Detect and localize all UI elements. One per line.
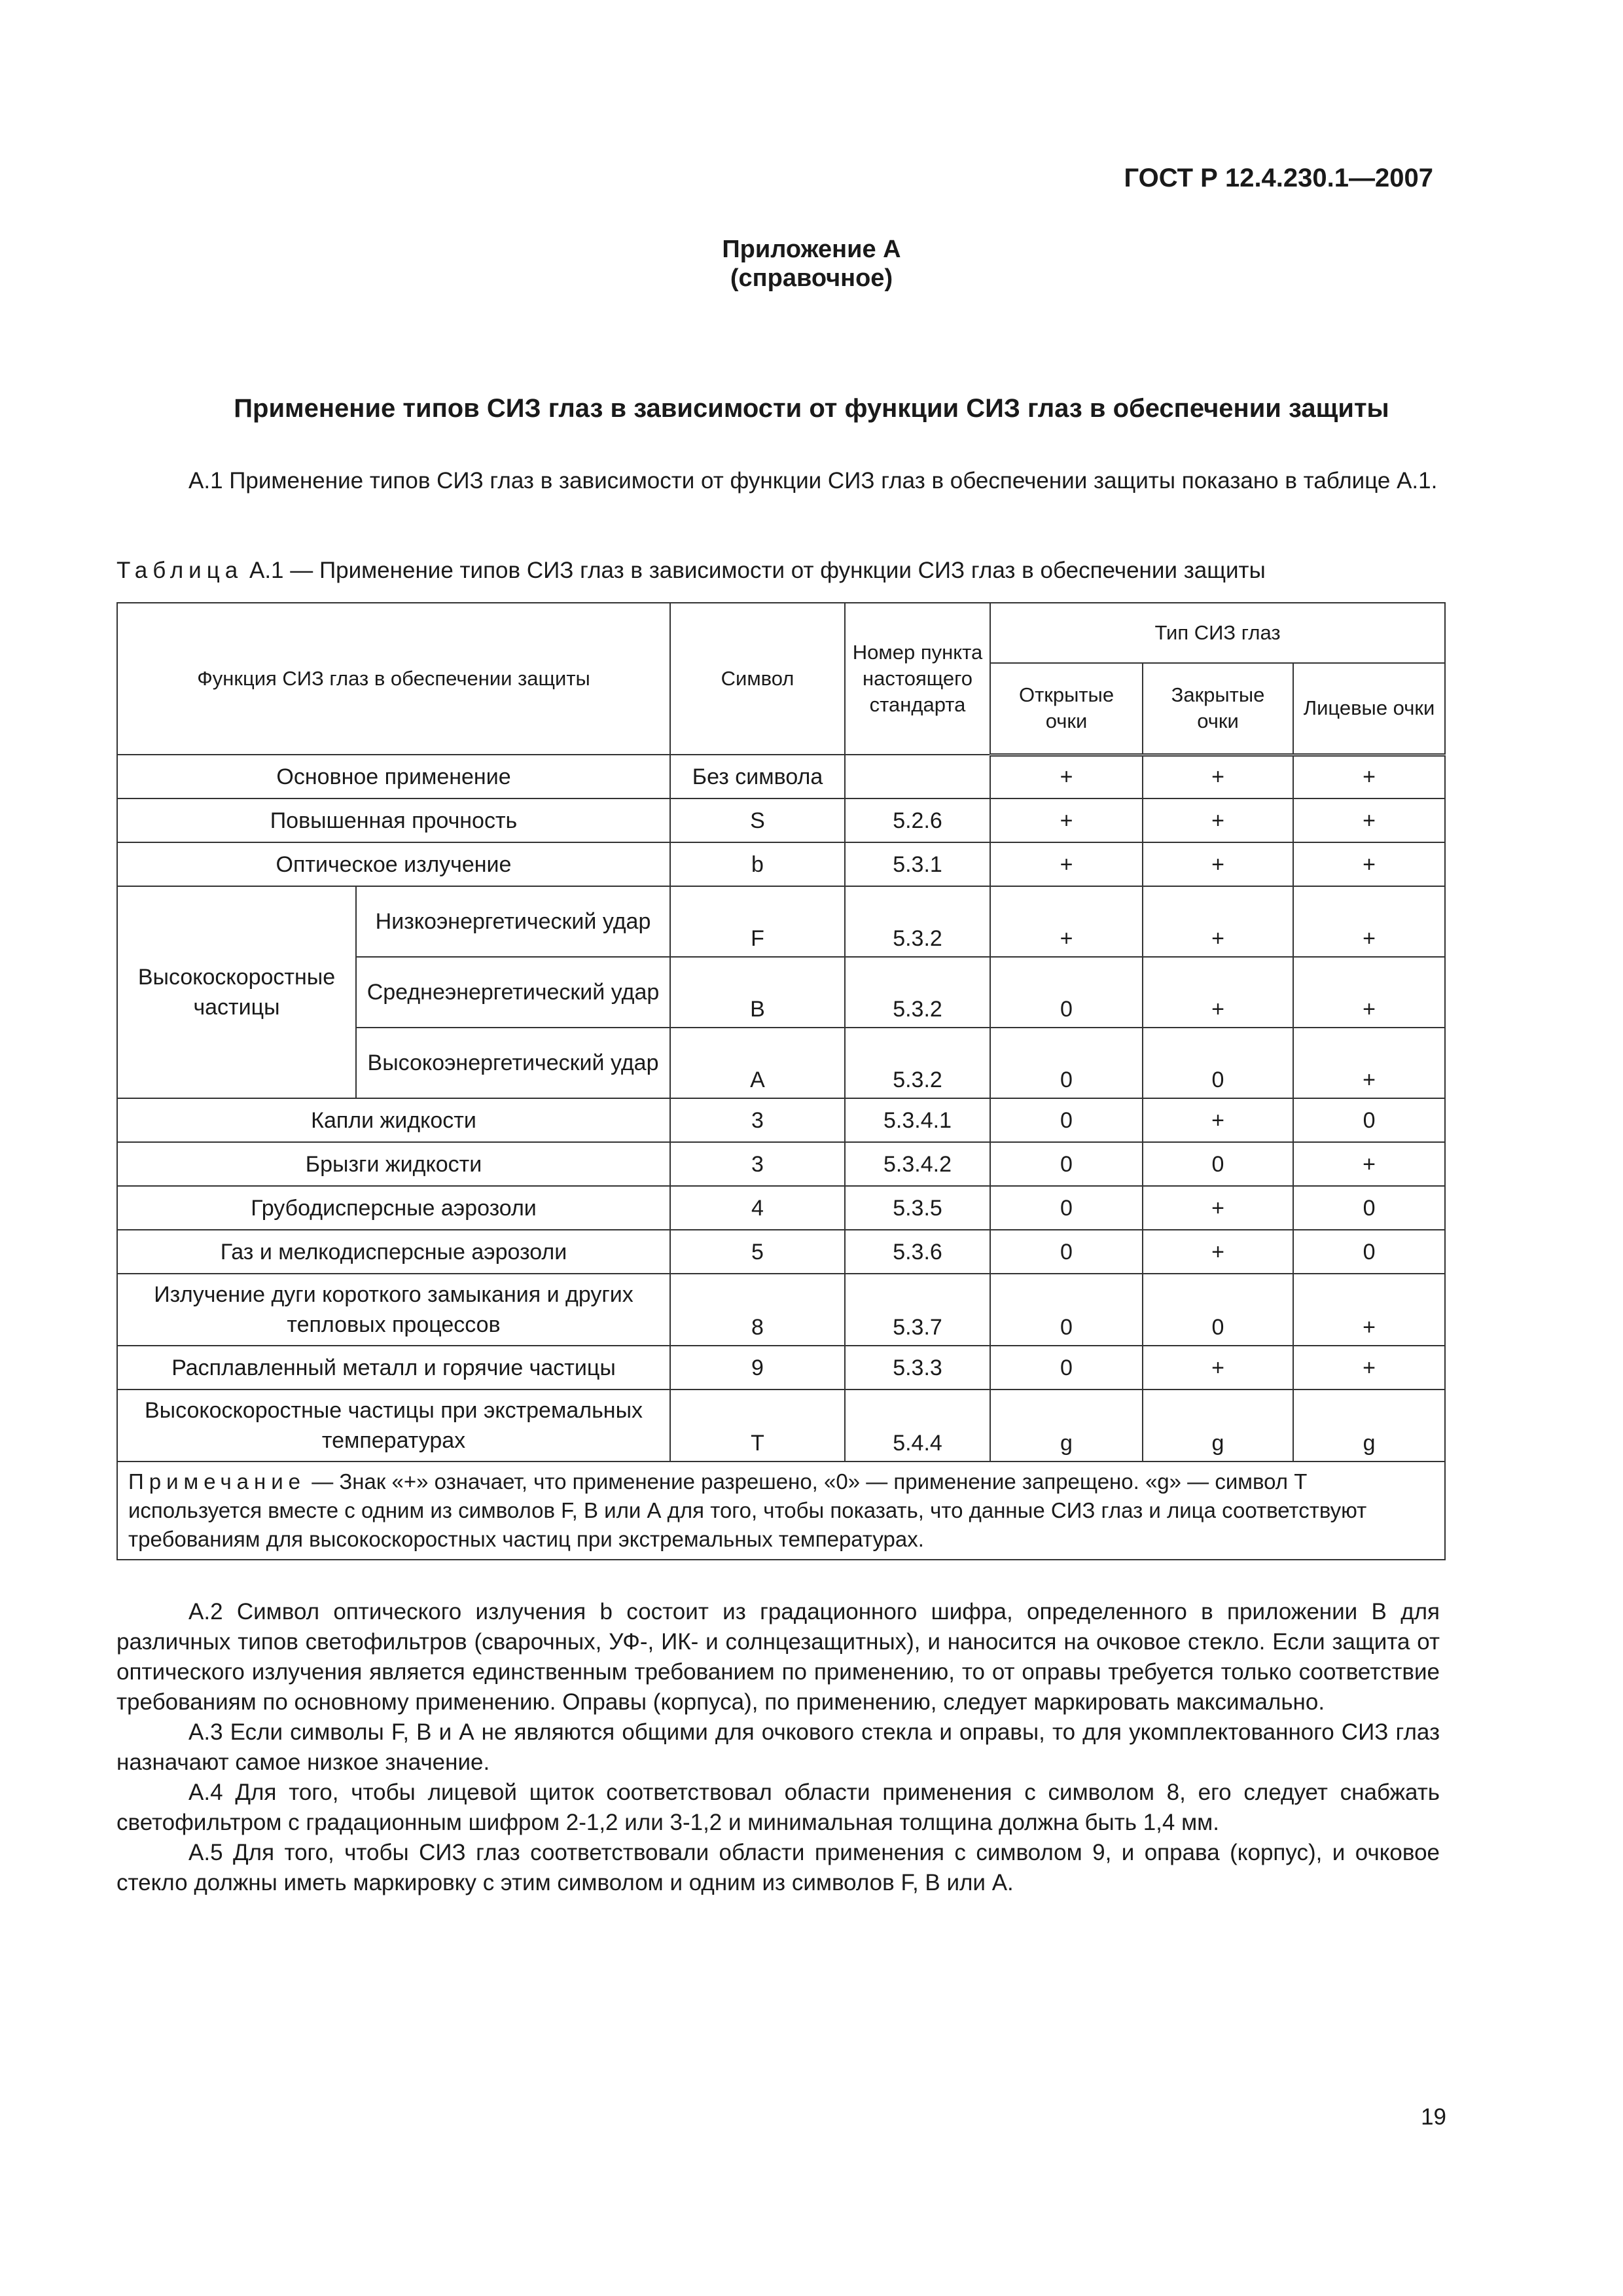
cell-function: Низкоэнергетический удар — [356, 886, 670, 957]
cell-clause — [845, 755, 990, 798]
cell-closed: + — [1143, 886, 1293, 957]
cell-clause: 5.3.5 — [845, 1186, 990, 1230]
cell-open: 0 — [990, 1186, 1143, 1230]
cell-symbol: b — [670, 842, 845, 886]
cell-symbol: B — [670, 957, 845, 1028]
cell-open: + — [990, 886, 1143, 957]
paragraph-a5: А.5 Для того, чтобы СИЗ глаз соответствовали области применения с символом 9, и оправа (корпус), и очковое стекло должны иметь маркировку с этим символом и одним из символов F, В или А. — [116, 1840, 1440, 1895]
cell-open: g — [990, 1390, 1143, 1462]
cell-closed: + — [1143, 1098, 1293, 1142]
cell-group-label: Высокоскоростные частицы — [117, 886, 356, 1098]
document-code: ГОСТ Р 12.4.230.1—2007 — [1124, 164, 1433, 192]
table-note-row — [117, 1462, 1445, 1560]
cell-function: Оптическое излучение — [117, 842, 670, 886]
table-row — [117, 1274, 1445, 1346]
table-row — [117, 1098, 1445, 1142]
cell-clause: 5.3.6 — [845, 1230, 990, 1274]
cell-closed: + — [1143, 755, 1293, 798]
cell-clause: 5.2.6 — [845, 798, 990, 842]
cell-function: Основное применение — [117, 755, 670, 798]
cell-open: + — [990, 755, 1143, 798]
cell-face: + — [1293, 1028, 1445, 1098]
cell-closed: + — [1143, 842, 1293, 886]
header-symbol: Символ — [670, 603, 845, 755]
table-row — [117, 1230, 1445, 1274]
header-type-group: Тип СИЗ глаз — [990, 603, 1445, 663]
cell-function: Грубодисперсные аэрозоли — [117, 1186, 670, 1230]
cell-clause: 5.3.4.1 — [845, 1098, 990, 1142]
cell-symbol: 3 — [670, 1142, 845, 1186]
cell-closed: + — [1143, 957, 1293, 1028]
paragraph-a4: А.4 Для того, чтобы лицевой щиток соответствовал области применения с символом 8, его следует снабжать светофильтром с градационным шифром 2-1,2 или 3-1,2 и минимальная толщина должна быть 1,4 мм. — [116, 1780, 1440, 1835]
cell-face: + — [1293, 886, 1445, 957]
cell-face: + — [1293, 755, 1445, 798]
header-clause: Номер пункта настоящего стандарта — [845, 603, 990, 755]
cell-symbol: 9 — [670, 1346, 845, 1390]
cell-open: 0 — [990, 1028, 1143, 1098]
cell-function: Повышенная прочность — [117, 798, 670, 842]
table-row — [117, 842, 1445, 886]
table-row — [117, 886, 1445, 957]
section-heading: Применение типов СИЗ глаз в зависимости от функции СИЗ глаз в обеспечении защиты — [234, 394, 1389, 423]
cell-face: g — [1293, 1390, 1445, 1462]
cell-open: 0 — [990, 1346, 1143, 1390]
cell-closed: + — [1143, 1346, 1293, 1390]
cell-closed: + — [1143, 1230, 1293, 1274]
cell-clause: 5.3.2 — [845, 1028, 990, 1098]
cell-symbol: 5 — [670, 1230, 845, 1274]
cell-open: 0 — [990, 1142, 1143, 1186]
cell-open: + — [990, 842, 1143, 886]
cell-clause: 5.3.7 — [845, 1274, 990, 1346]
paragraph-a3: А.3 Если символы F, В и А не являются общими для очкового стекла и оправы, то для укомплектованного СИЗ глаз назначают самое низкое значение. — [116, 1719, 1440, 1775]
table-caption-label: Таблица — [116, 558, 243, 583]
note-text: — Знак «+» означает, что применение разрешено, «0» — применение запрещено. «g» — символ Т используется вместе с одним из символов F, В или А для того, чтобы показать, что данные СИЗ глаз и лица соответствуют требованиям для высокоскоростных частиц при экстремальных температурах. — [128, 1469, 1367, 1551]
cell-closed: 0 — [1143, 1274, 1293, 1346]
cell-closed: + — [1143, 798, 1293, 842]
header-closed: Закрытые очки — [1143, 663, 1293, 755]
paragraph-a1 — [116, 466, 1440, 496]
header-function: Функция СИЗ глаз в обеспечении защиты — [117, 603, 670, 755]
cell-closed: 0 — [1143, 1142, 1293, 1186]
protection-table — [116, 602, 1446, 1560]
header-face: Лицевые очки — [1293, 663, 1445, 755]
cell-open: 0 — [990, 957, 1143, 1028]
header-open: Открытые очки — [990, 663, 1143, 755]
cell-symbol: A — [670, 1028, 845, 1098]
table-caption-text: А.1 — Применение типов СИЗ глаз в зависимости от функции СИЗ глаз в обеспечении защиты — [249, 558, 1266, 583]
table-header-row — [117, 603, 1445, 663]
table-row — [117, 1390, 1445, 1462]
cell-function: Газ и мелкодисперсные аэрозоли — [117, 1230, 670, 1274]
cell-symbol: F — [670, 886, 845, 957]
table-row — [117, 755, 1445, 798]
cell-clause: 5.4.4 — [845, 1390, 990, 1462]
cell-symbol: T — [670, 1390, 845, 1462]
cell-function: Капли жидкости — [117, 1098, 670, 1142]
cell-function: Среднеэнергетический удар — [356, 957, 670, 1028]
cell-clause: 5.3.1 — [845, 842, 990, 886]
cell-function: Брызги жидкости — [117, 1142, 670, 1186]
cell-closed: + — [1143, 1186, 1293, 1230]
paragraphs-block — [116, 1597, 1440, 1898]
table-row — [117, 1346, 1445, 1390]
cell-function: Расплавленный металл и горячие частицы — [117, 1346, 670, 1390]
cell-face: 0 — [1293, 1098, 1445, 1142]
cell-symbol: 8 — [670, 1274, 845, 1346]
cell-face: + — [1293, 1274, 1445, 1346]
cell-face: + — [1293, 957, 1445, 1028]
table-row — [117, 798, 1445, 842]
cell-symbol: Без символа — [670, 755, 845, 798]
cell-symbol: 4 — [670, 1186, 845, 1230]
cell-closed: 0 — [1143, 1028, 1293, 1098]
cell-face: + — [1293, 1346, 1445, 1390]
cell-symbol: 3 — [670, 1098, 845, 1142]
cell-open: + — [990, 798, 1143, 842]
cell-open: 0 — [990, 1098, 1143, 1142]
cell-face: 0 — [1293, 1230, 1445, 1274]
cell-clause: 5.3.2 — [845, 957, 990, 1028]
paragraph-a2: А.2 Символ оптического излучения b состоит из градационного шифра, определенного в приложении В для различных типов светофильтров (сварочных, УФ-, ИК- и солнцезащитных), и наносится на очковое стекло. Если защита от оптического излучения является единственным требованием по применению, то от оправы требуется только соответствие требованиям по основному применению. Оправы (корпуса), по применению, следует маркировать максимально. — [116, 1599, 1440, 1715]
page-number: 19 — [1421, 2104, 1446, 2130]
note-label: Примечание — [128, 1469, 306, 1494]
table-row — [117, 1186, 1445, 1230]
cell-function: Высокоскоростные частицы при экстремальных температурах — [117, 1390, 670, 1462]
cell-closed: g — [1143, 1390, 1293, 1462]
cell-clause: 5.3.4.2 — [845, 1142, 990, 1186]
cell-face: 0 — [1293, 1186, 1445, 1230]
cell-face: + — [1293, 798, 1445, 842]
appendix-title: Приложение А — [722, 236, 901, 263]
cell-face: + — [1293, 1142, 1445, 1186]
cell-clause: 5.3.3 — [845, 1346, 990, 1390]
table-caption — [116, 558, 1266, 584]
table-note — [117, 1462, 1445, 1560]
cell-open: 0 — [990, 1230, 1143, 1274]
cell-face: + — [1293, 842, 1445, 886]
cell-open: 0 — [990, 1274, 1143, 1346]
cell-clause: 5.3.2 — [845, 886, 990, 957]
paragraph-a1-text: А.1 Применение типов СИЗ глаз в зависимости от функции СИЗ глаз в обеспечении защиты показано в таблице А.1. — [188, 468, 1438, 493]
cell-function: Излучение дуги короткого замыкания и других тепловых процессов — [117, 1274, 670, 1346]
table-row — [117, 1142, 1445, 1186]
appendix-type: (справочное) — [730, 264, 893, 292]
cell-function: Высокоэнергетический удар — [356, 1028, 670, 1098]
cell-symbol: S — [670, 798, 845, 842]
